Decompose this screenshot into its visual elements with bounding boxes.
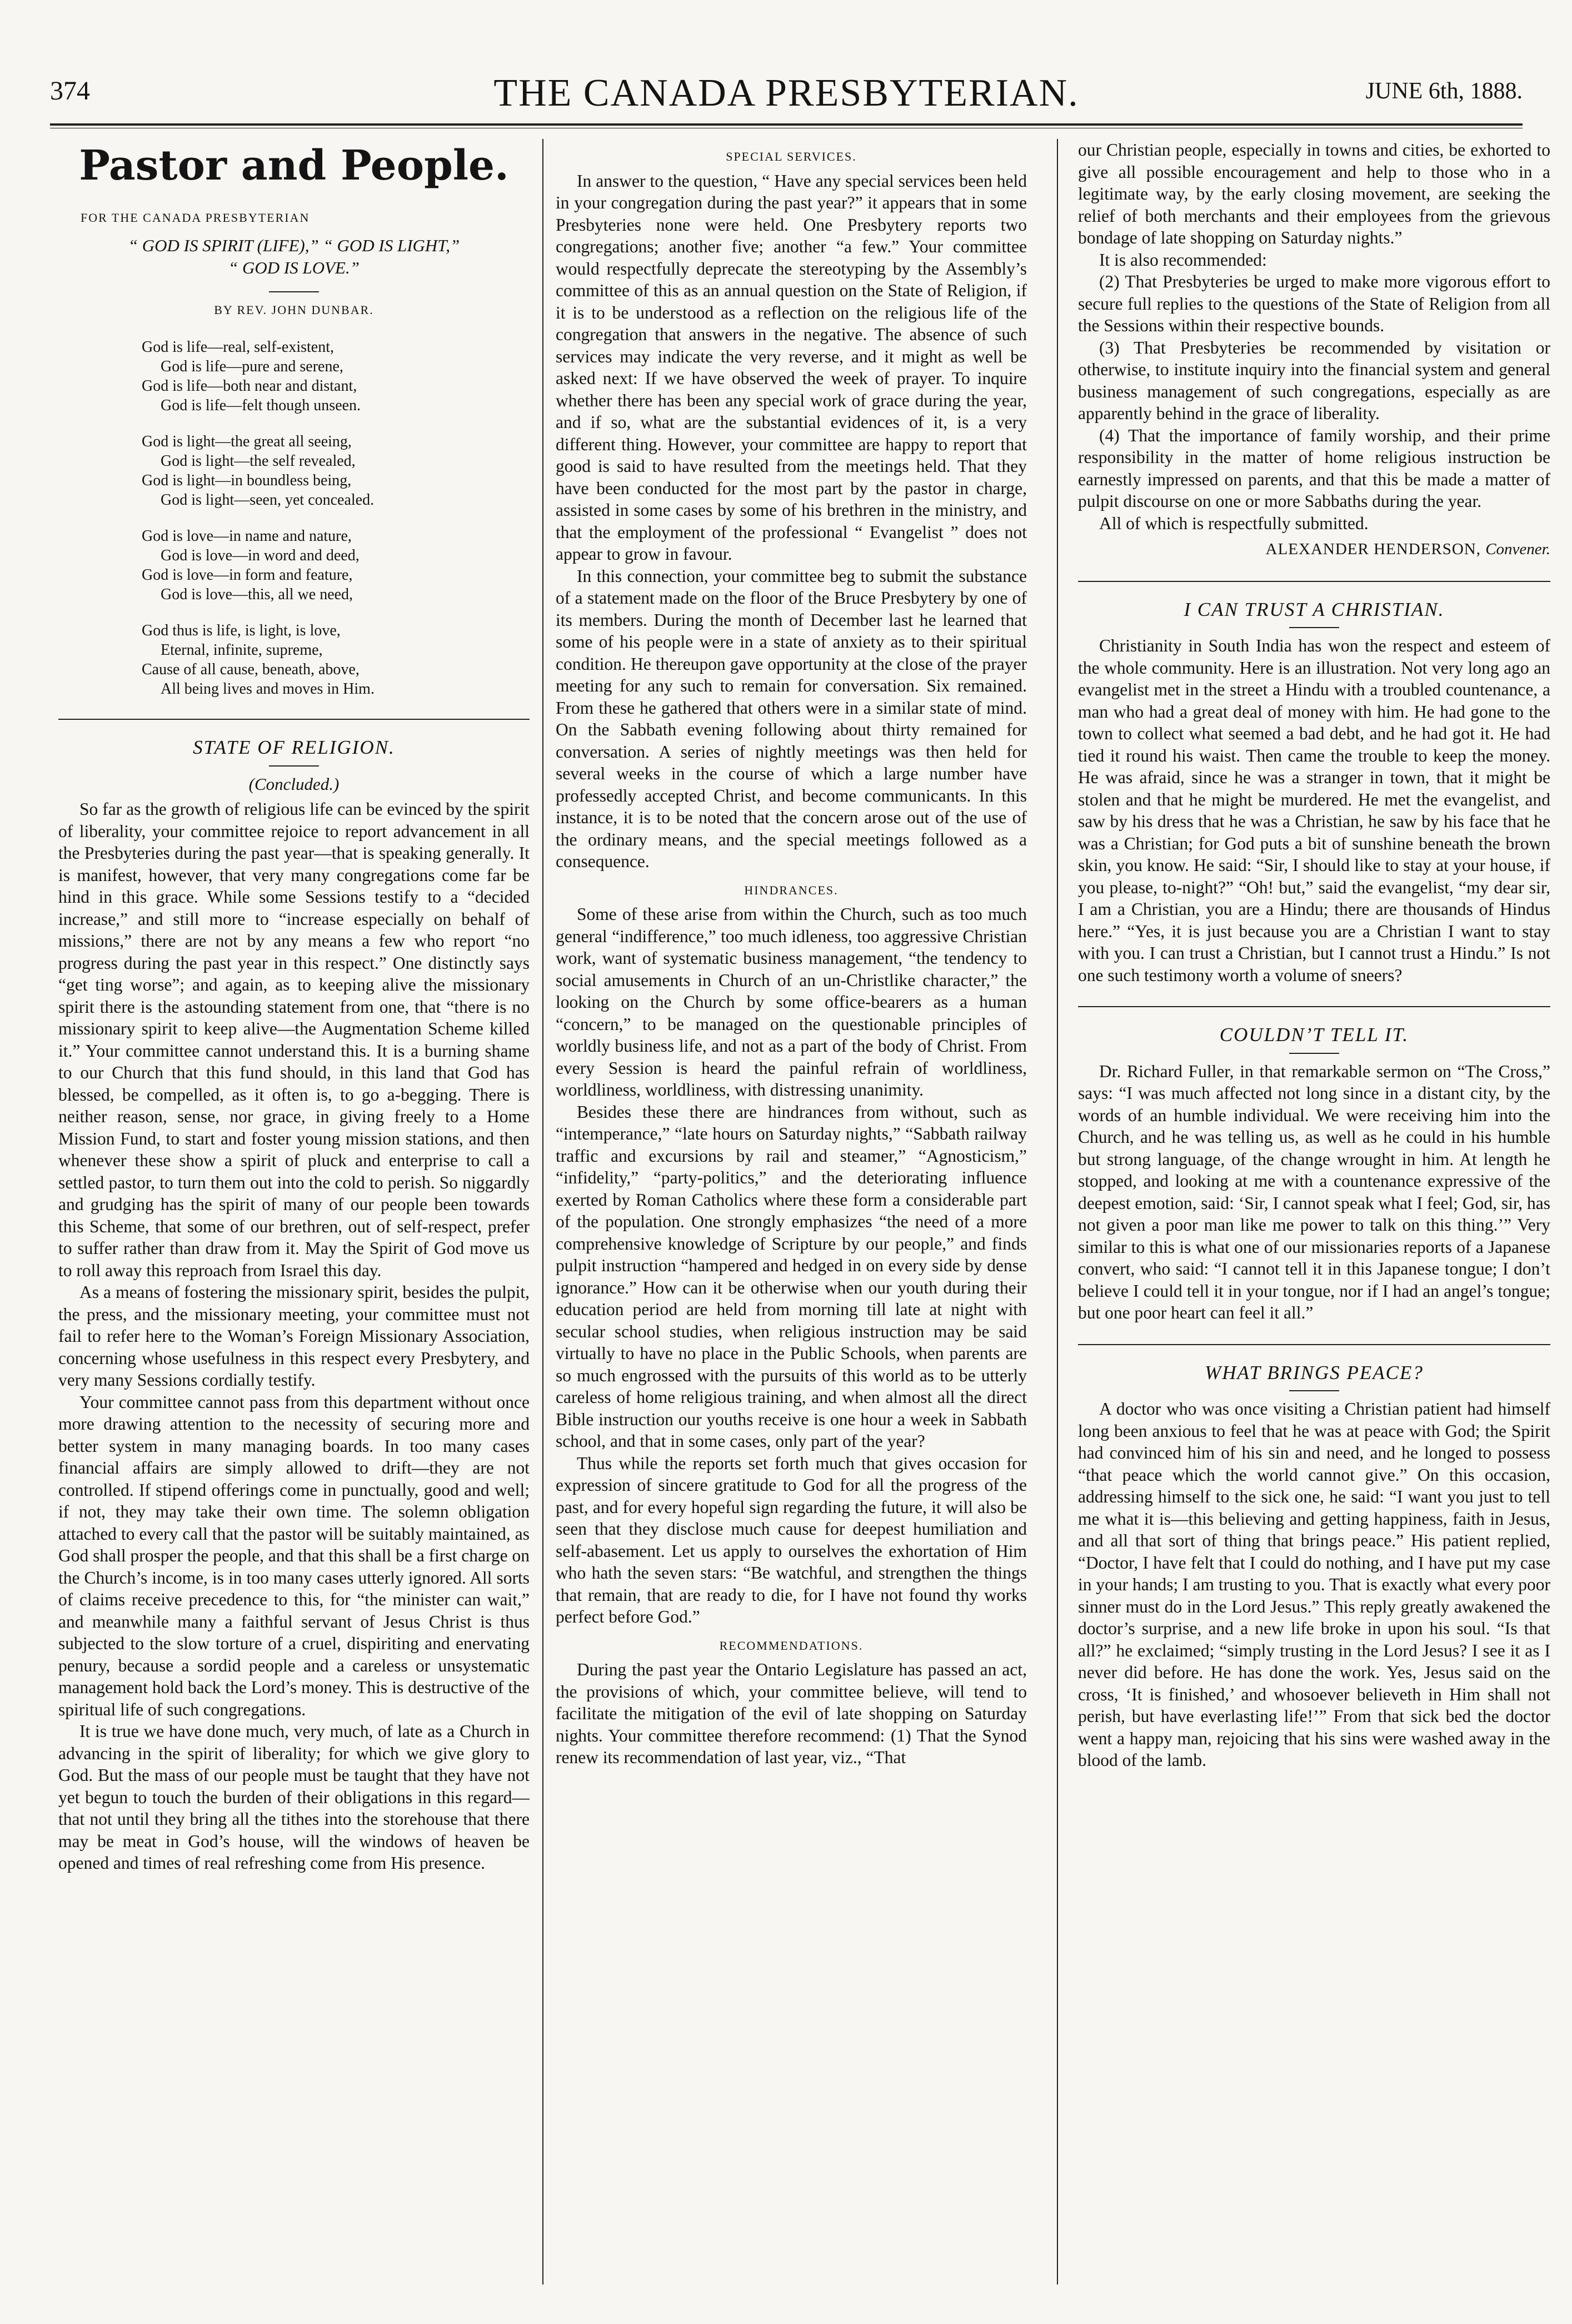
- what-brings-peace-heading: WHAT BRINGS PEACE?: [1205, 1361, 1424, 1384]
- recommendations-heading: RECOMMENDATIONS.: [719, 1638, 864, 1653]
- article-paragraph: During the past year the Ontario Legislature has passed an act, the provisions of which, your committee believe, will tend to facilitate the mitigation of the evil of late shopping on Saturday nights. Your committee therefore recommend: (1) That the Synod renew its recommendation of last year, viz., “That: [556, 1660, 1027, 1767]
- poem-line: God is life—pure and serene,: [161, 358, 343, 375]
- article-paragraph: It is also recommended:: [1099, 250, 1267, 270]
- signature-name: ALEXANDER HENDERSON,: [1265, 540, 1481, 558]
- page-number: 374: [50, 76, 90, 106]
- article-paragraph: Thus while the reports set forth much that gives occasion for expression of sincere gratitude to God for all the progress of the past, and for every hopeful sign regarding the future, it will also be seen that they disclose much cause for deepest humiliation and self-abasement. Let us apply to ourselves the exhortation of Him who hath the seven stars: “Be watchful, and strengthen the things that remain, that are ready to die, for I have not found thy works perfect before God.”: [556, 1453, 1027, 1626]
- issue-date: JUNE 6th, 1888.: [1365, 78, 1523, 104]
- article-paragraph: (4) That the importance of family worship, and their prime responsibility in the matter of home religious instruction be earnestly impressed on parents, and that this be made a matter of pulpit discourse on one or more Sabbaths during the year.: [1078, 425, 1550, 511]
- poem: [142, 337, 530, 699]
- masthead-rule: [50, 123, 1523, 126]
- state-of-religion-heading: STATE OF RELIGION.: [193, 736, 395, 758]
- article-paragraph: (3) That Presbyteries be recommended by visitation or otherwise, to institute inquiry into the financial system and general business management of such congregations, especially as are apparently behind in the grace of liberality.: [1078, 337, 1550, 423]
- poem-stanza: [142, 432, 530, 510]
- article-paragraph: our Christian people, especially in towns and cities, be exhorted to give all possible encouragement and help to those who in a legitimate way, by the early closing movement, are seeking the relief of both merchants and their employees from the grievous bondage of late shopping on Saturday nights.”: [1078, 140, 1550, 247]
- column-2: [556, 139, 1027, 2285]
- column-divider-1: [542, 139, 543, 2285]
- poem-stanza: [142, 526, 530, 604]
- column-divider-2: [1057, 139, 1058, 2285]
- column-1: [58, 139, 530, 2285]
- article-paragraph: As a means of fostering the missionary spirit, besides the pulpit, the press, and the missionary meeting, your committee must not fail to refer here to the Woman’s Foreign Missionary Association, concerning whose usefulness in this respect every Presbytery, and very many Sessions cordially testify.: [58, 1282, 530, 1390]
- poem-stanza: [142, 621, 530, 699]
- section-rule: [1078, 1344, 1550, 1345]
- column-3: [1078, 139, 1550, 2285]
- epigraph-line-2: “ GOD IS LOVE.”: [228, 257, 360, 277]
- article-paragraph: So far as the growth of religious life can be evinced by the spirit of liberality, your committee rejoice to report advancement in all the Presbyteries during the past year—that is speaking generally. It is manifest, however, that very many congregations come far be hind in this grace. While some Sessions testify to a “decided increase,” and still more to “increase especially on behalf of missions,” there are not by any means a few who report “no progress during the past year in this respect.” One distinctly says “get ting worse”; and again, as to keeping alive the missionary spirit there is the astounding statement from one, that “there is no missionary spirit to keep alive—the Augmentation Scheme killed it.” Your committee cannot understand this. It is a burning shame to our Church that this fund should, in this land that God has blessed, be compelled, as it often is, to go a-begging. There is neither reason, sense, nor grace, in giving freely to a Home Mission Fund, to start and foster young mission stations, and then whenever these show a spirit of pluck and enterprise to call a settled pastor, to turn them out into the cold to perish. So niggardly and grudging has the spirit of many of our people been towards this Scheme, that some of our brethren, out of self-respect, prefer to suffer rather than draw from it. May the Spirit of God move us to roll away this reproach from Israel this day.: [58, 799, 530, 1280]
- short-rule: [1289, 1053, 1339, 1054]
- section-rule: [1078, 581, 1550, 582]
- couldnt-tell-heading: COULDN’T TELL IT.: [1219, 1024, 1409, 1046]
- article-paragraph: All of which is respectfully submitted.: [1099, 513, 1369, 533]
- article-paragraph: Besides these there are hindrances from without, such as “intemperance,” “late hours on Saturday nights,” “Sabbath railway traffic and excursions by rail and steamer,” “Agnosticism,” “infidelity,” “party-politics,” and the deteriorating influence exerted by Roman Catholics where these form a considerable part of the population. One strongly emphasizes “the need of a more comprehensive knowledge of Scripture by our people,” and finds pulpit instruction “hampered and hedged in on every side by dense ignorance.” How can it be otherwise when our youth during their education period are held from morning till late at night with secular school studies, when religious instruction may be said virtually to have no place in the Public Schools, when parents are so much engrossed with the pursuits of this world as to be utterly careless of home religious training, and when almost all the direct Bible instruction our youths receive is one hour a week in Sabbath school, and that in some cases, only part of the year?: [556, 1102, 1027, 1451]
- poem-stanza: [142, 337, 530, 415]
- hindrances-heading: HINDRANCES.: [744, 883, 839, 897]
- article-paragraph: In this connection, your committee beg to submit the substance of a statement made on the floor of the Bruce Presbytery by one of its members. During the month of December last he learned that some of his people were in a state of anxiety as to their spiritual condition. He thereupon gave opportunity at the close of the prayer meeting for any such to remain for conversation. Six remained. From these he gathered that others were in a similar state of mind. On the Sabbath evening following about thirty remained for conversation. A series of nightly meetings was then held for several weeks in the course of which a large number have professedly accepted Christ, and become communicants. In this instance, it is to be noted that the concern arose out of the use of the ordinary means, and the special meetings followed as a consequence.: [556, 566, 1027, 871]
- article-paragraph: In answer to the question, “ Have any special services been held in your congregation during the past year?” it appears that in some Presbyteries none were held. One Presbytery reports two congregations; another five; another “a few.” Your committee would respectfully deprecate the stereotyping by the Assembly’s committee of this as an annual question on the State of Religion, if it is to be understood as a reflection on the religious life of the congregation that answers in the negative. The absence of such services may indicate the very reverse, and it might as well be asked next: If we have observed the week of prayer. To inquire whether there has been any special work of grace during the year, and if so, what are the substantial evidences of it, is a very different thing. However, your committee are happy to report that good is said to have resulted from the meetings held. That they have been conducted for the most part by the pastor in charge, assisted in some cases by some of his brethren in the ministry, and that the employment of the professional “ Evangelist ” does not appear to grow in favour.: [556, 171, 1027, 564]
- poem-line: Cause of all cause, beneath, above,: [142, 661, 360, 678]
- section-rule: [1078, 1006, 1550, 1007]
- masthead: [50, 71, 1523, 121]
- article-paragraph: Your committee cannot pass from this department without once more drawing attention to the necessity of securing more and better system in many managing boards. In too many cases financial affairs are simply allowed to drift—they are not controlled. If stipend offerings come in punctually, good and well; if not, they may take their own time. The solemn obligation attached to every call that the pastor will be suitably maintained, as God shall prosper the people, and that this shall be a first charge on the Church’s income, is in too many cases utterly ignored. All sorts of claims receive precedence to this, for “the minister can wait,” and meanwhile many a faithful servant of Jesus Christ is thus subjected to the slow torture of a cruel, dispiriting and enervating penury, because a sordid people and a careless or unsystematic management hold back the Lord’s money. This is destructive of the spiritual life of such congregations.: [58, 1392, 530, 1719]
- poem-line: God thus is life, is light, is love,: [142, 622, 341, 639]
- article-paragraph: (2) That Presbyteries be urged to make more vigorous effort to secure full replies to the questions of the State of Religion from all the Sessions within their respective bounds.: [1078, 272, 1550, 335]
- poem-epigraph: [58, 235, 530, 279]
- section-rule: [58, 719, 530, 720]
- signature-role: Convener.: [1485, 540, 1550, 558]
- poem-line: God is light—seen, yet concealed.: [161, 491, 375, 509]
- poem-line: God is love—in form and feature,: [142, 566, 353, 584]
- short-rule: [269, 291, 319, 292]
- short-rule: [1289, 627, 1339, 628]
- poem-line: God is love—this, all we need,: [161, 586, 353, 603]
- poem-line: Eternal, infinite, supreme,: [161, 641, 323, 659]
- poem-line: God is light—in boundless being,: [142, 472, 352, 489]
- poem-line: God is love—in word and deed,: [161, 547, 360, 564]
- poem-line: All being lives and moves in Him.: [161, 680, 375, 698]
- article-paragraph: It is true we have done much, very much, of late as a Church in advancing in the spirit of liberality; for which we give glory to God. But the mass of our people must be taught that they have not yet begun to touch the burden of their obligations in this regard—that not until they bring all the tithes into the storehouse that there may be meat in God’s house, will the windows of heaven be opened and times of real refreshing come from His presence.: [58, 1721, 530, 1873]
- poem-line: God is light—the self revealed,: [161, 452, 356, 470]
- poem-byline: BY REV. JOHN DUNBAR.: [214, 302, 374, 317]
- article-paragraph: A doctor who was once visiting a Christian patient had himself long been anxious to feel that he was at peace with God; the Spirit had convinced him of his sin and need, and he longed to possess “that peace which the world cannot give.” On this occasion, addressing himself to the sick one, he said: “I want you just to tell me what it is—this believing and getting happiness, faith in Jesus, and all that sort of thing that brings peace.” His patient replied, “Doctor, I have felt that I could do nothing, and I have put my case in your hands; I am trusting to you. That is exactly what every poor sinner must do in the Lord Jesus.” This reply greatly awakened the doctor’s surprise, and a new life broke in upon his soul. “Is that all?” he exclaimed; “simply trusting in the Lord Jesus? I see it as I never did before. He has done the work. Yes, Jesus said on the cross, ‘It is finished,’ and whosoever believeth in Him shall not perish, but have everlasting life!’” From that sick bed the doctor went a happy man, rejoicing that his sins were washed away in the blood of the lamb.: [1078, 1399, 1550, 1770]
- article-paragraph: Dr. Richard Fuller, in that remarkable sermon on “The Cross,” says: “I was much affected not long since in a distant city, by the words of an humble individual. We were receiving him into the Church, and he was telling us, as well as he could in his humble but strong language, of the change wrought in him. At length he stopped, and looking at me with a countenance expressive of the deepest emotion, said: ‘Sir, I cannot speak what I feel; God, sir, has not given a poor man like me power to talk on this thing.’” Very similar to this is what one of our missionaries reports of a Japanese convert, who said: “I cannot tell it in this Japanese tongue; I don’t believe I could tell it in your tongue, nor if I had an angel’s tongue; but one poor heart can feel it all.”: [1078, 1061, 1550, 1322]
- poem-line: God is life—real, self-existent,: [142, 339, 335, 356]
- newspaper-title: THE CANADA PRESBYTERIAN.: [493, 72, 1079, 115]
- poem-line: God is life—both near and distant,: [142, 377, 357, 395]
- poem-line: God is love—in name and nature,: [142, 527, 352, 545]
- article-paragraph: Some of these arise from within the Church, such as too much general “indifference,” too much idleness, too aggressive Christian work, want of systematic business management, “the tendency to social amusements in Church of an un-Christlike character,” the looking on the Church by some office-bearers as a human “concern,” to be managed on the questionable principles of worldly business life, and not as a part of the body of Christ. From every Session is heard the painful refrain of worldliness, worldliness, worldliness, with distressing unanimity.: [556, 904, 1027, 1099]
- poem-line: God is light—the great all seeing,: [142, 433, 352, 450]
- for-line: FOR THE CANADA PRESBYTERIAN: [81, 211, 310, 225]
- epigraph-line-1: “ GOD IS SPIRIT (LIFE),” “ GOD IS LIGHT,”: [128, 235, 460, 255]
- trust-christian-heading: I CAN TRUST A CHRISTIAN.: [1184, 598, 1445, 620]
- concluded-note: (Concluded.): [248, 774, 340, 794]
- short-rule: [1289, 1390, 1339, 1391]
- poem-line: God is life—felt though unseen.: [161, 397, 361, 414]
- special-services-heading: SPECIAL SERVICES.: [726, 150, 857, 163]
- short-rule: [269, 765, 319, 767]
- department-heading: Pastor and People.: [79, 142, 509, 190]
- signature: [1078, 539, 1550, 561]
- article-paragraph: Christianity in South India has won the respect and esteem of the whole community. Here is an illustration. Not very long ago an evangelist met in the street a Hindu with a troubled countenance, a man who had a great deal of money with him. He had gone to the town to collect what seemed a bad debt, and he had got it. He had tied it round his waist. Then came the trouble to keep the money. He was afraid, since he was a stranger in town, that it might be stolen and that he might be murdered. He met the evangelist, and saw by his dress that he was a Christian, he saw by his face that he was a Christian; for God puts a bit of sunshine beneath the brown skin, you know. He said: “Sir, I should like to stay at your house, if you please, to-night?” “Oh! but,” said the evangelist, “my dear sir, I am a Christian, you are a Hindu; there are thousands of Hindus here.” “Yes, it is just because you are a Christian I want to stay with you. I can trust a Christian, but I cannot trust a Hindu.” Is not one such testimony worth a volume of sneers?: [1078, 636, 1550, 985]
